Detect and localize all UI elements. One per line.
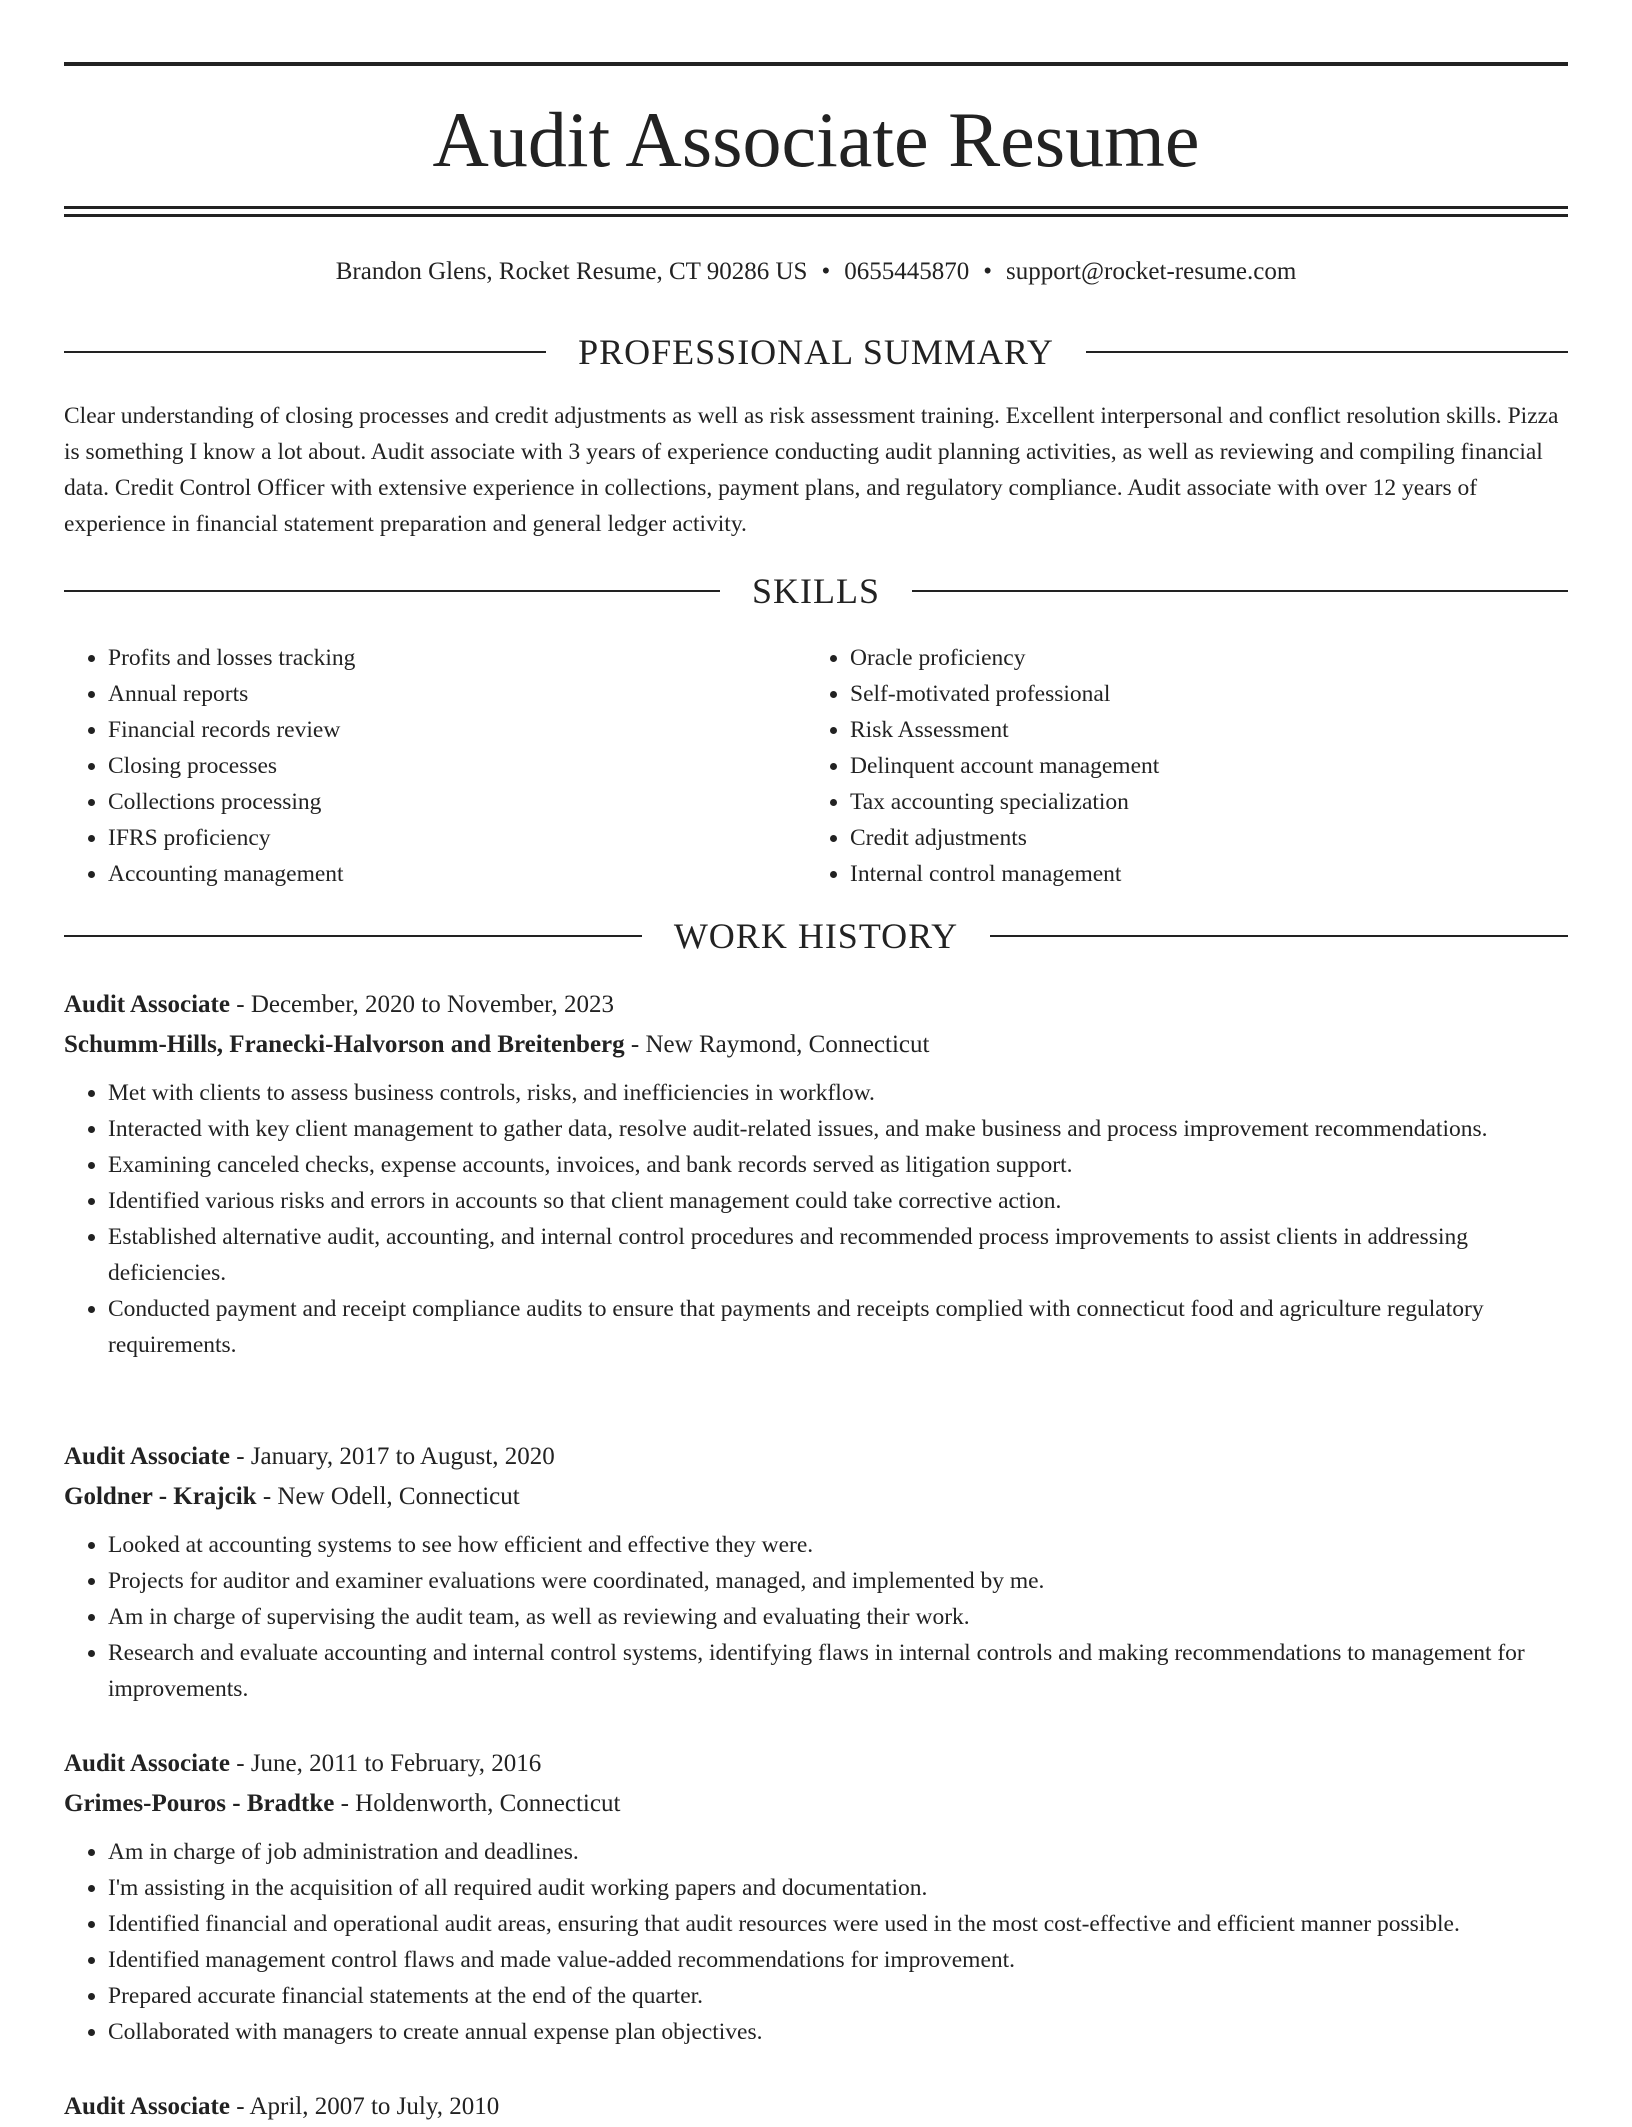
job-location: New Odell, Connecticut bbox=[277, 1483, 520, 1510]
skill-item: • Internal control management bbox=[850, 856, 1550, 892]
job-bullet: • Projects for auditor and examiner evaluations were coordinated, managed, and implemented by me. bbox=[108, 1563, 1568, 1599]
dash: - bbox=[229, 2093, 250, 2120]
contact-email: support@rocket-resume.com bbox=[1005, 258, 1297, 285]
contact-address: Brandon Glens, Rocket Resume, CT 90286 US bbox=[335, 258, 808, 285]
job-location: New Raymond, Connecticut bbox=[645, 1031, 930, 1058]
skill-item: • Closing processes bbox=[108, 748, 808, 784]
job-title-line bbox=[64, 1744, 1568, 1784]
section-header-skills bbox=[64, 567, 1568, 615]
job-bullet: • Identified various risks and errors in accounts so that client management could take corrective action. bbox=[108, 1183, 1568, 1219]
skill-item: • Self-motivated professional bbox=[850, 676, 1550, 712]
job-bullet: • Met with clients to assess business controls, risks, and inefficiencies in workflow. bbox=[108, 1075, 1568, 1111]
divider bbox=[912, 590, 1568, 592]
skill-item: • Annual reports bbox=[108, 676, 808, 712]
job-company-line bbox=[64, 1784, 1568, 1824]
summary-text: Clear understanding of closing processes and credit adjustments as well as risk assessment training. Excellent interpersonal and conflict resolution skills. Pizza is something I know a lot about. Audit associate with 3 years of experience conducting audit planning activities, as well as reviewing and compiling financial data. Credit Control Officer with extensive experience in collections, payment plans, and regulatory compliance. Audit associate with over 12 years of experience in financial statement preparation and general ledger activity. bbox=[64, 403, 1559, 537]
section-header-work bbox=[64, 912, 1568, 960]
contact-separator: • bbox=[983, 258, 992, 285]
job-company-line bbox=[64, 1477, 1568, 1517]
dash: - bbox=[229, 991, 251, 1018]
job-title: Audit Associate bbox=[64, 991, 230, 1018]
job-bullet: • Identified management control flaws and made value-added recommendations for improvement. bbox=[108, 1942, 1568, 1978]
job-bullet: • Am in charge of supervising the audit team, as well as reviewing and evaluating their work. bbox=[108, 1599, 1568, 1635]
job-title: Audit Associate bbox=[64, 1443, 230, 1470]
dash: - bbox=[229, 1443, 251, 1470]
contact-phone: 0655445870 bbox=[844, 258, 970, 285]
job-bullet: • Prepared accurate financial statements at the end of the quarter. bbox=[108, 1978, 1568, 2014]
skill-item: • Accounting management bbox=[108, 856, 808, 892]
job-bullet: • Am in charge of job administration and deadlines. bbox=[108, 1834, 1568, 1870]
job-bullet: • Looked at accounting systems to see how efficient and effective they were. bbox=[108, 1527, 1568, 1563]
job-entry bbox=[64, 1437, 1568, 1707]
skills-list-left bbox=[64, 640, 808, 892]
section-title: PROFESSIONAL SUMMARY bbox=[578, 332, 1054, 372]
job-title-line bbox=[64, 2087, 1568, 2127]
divider bbox=[990, 935, 1568, 937]
divider bbox=[64, 935, 642, 937]
job-bullet: • Identified financial and operational audit areas, ensuring that audit resources were used in the most cost-effective and efficient manner possible. bbox=[108, 1906, 1568, 1942]
dash: - bbox=[229, 1750, 251, 1777]
divider bbox=[64, 351, 546, 353]
job-dates: January, 2017 to August, 2020 bbox=[250, 1443, 555, 1470]
job-entry bbox=[64, 1744, 1568, 2050]
job-entry bbox=[64, 985, 1568, 1363]
divider bbox=[1086, 351, 1568, 353]
job-dates: June, 2011 to February, 2016 bbox=[250, 1750, 542, 1777]
job-bullet: • Interacted with key client management to gather data, resolve audit-related issues, and make business and process improvement recommendations. bbox=[108, 1111, 1568, 1147]
skill-item: • Risk Assessment bbox=[850, 712, 1550, 748]
job-entry bbox=[64, 2087, 1568, 2127]
skill-item: • Delinquent account management bbox=[850, 748, 1550, 784]
skill-item: • Financial records review bbox=[108, 712, 808, 748]
job-bullet: • Collaborated with managers to create annual expense plan objectives. bbox=[108, 2014, 1568, 2050]
job-title-line bbox=[64, 985, 1568, 1025]
page-title: Audit Associate Resume bbox=[432, 96, 1200, 183]
title-rule-lower bbox=[64, 214, 1568, 217]
job-company-line bbox=[64, 1025, 1568, 1065]
job-bullet: • Conducted payment and receipt compliance audits to ensure that payments and receipts complied with connecticut food and agriculture regulatory requirements. bbox=[108, 1291, 1568, 1363]
job-company: Grimes-Pouros - Bradtke bbox=[64, 1790, 335, 1817]
section-title: WORK HISTORY bbox=[673, 916, 959, 956]
job-company: Goldner - Krajcik bbox=[64, 1483, 257, 1510]
job-bullets bbox=[64, 1834, 1568, 2050]
job-dates: April, 2007 to July, 2010 bbox=[249, 2093, 500, 2120]
section-header-summary bbox=[64, 328, 1568, 376]
job-title: Audit Associate bbox=[64, 1750, 230, 1777]
skill-item: • Credit adjustments bbox=[850, 820, 1550, 856]
skill-item: • IFRS proficiency bbox=[108, 820, 808, 856]
job-bullet: • Examining canceled checks, expense accounts, invoices, and bank records served as litigation support. bbox=[108, 1147, 1568, 1183]
title-rule-upper bbox=[64, 206, 1568, 209]
skill-item: • Oracle proficiency bbox=[850, 640, 1550, 676]
job-title-line bbox=[64, 1437, 1568, 1477]
job-bullets bbox=[64, 1075, 1568, 1363]
contact-line bbox=[64, 254, 1568, 290]
dash: - bbox=[256, 1483, 278, 1510]
job-bullet: • Established alternative audit, accounting, and internal control procedures and recommended process improvements to assist clients in addressing deficiencies. bbox=[108, 1219, 1568, 1291]
job-dates: December, 2020 to November, 2023 bbox=[250, 991, 614, 1018]
dash: - bbox=[334, 1790, 356, 1817]
job-bullet: • I'm assisting in the acquisition of all required audit working papers and documentation. bbox=[108, 1870, 1568, 1906]
skill-item: • Profits and losses tracking bbox=[108, 640, 808, 676]
skill-item: • Tax accounting specialization bbox=[850, 784, 1550, 820]
dash: - bbox=[624, 1031, 646, 1058]
top-rule bbox=[64, 62, 1568, 66]
job-location: Holdenworth, Connecticut bbox=[355, 1790, 621, 1817]
skill-item: • Collections processing bbox=[108, 784, 808, 820]
job-bullet: • Research and evaluate accounting and internal control systems, identifying flaws in internal controls and making recommendations to management for improvements. bbox=[108, 1635, 1568, 1707]
job-company: Schumm-Hills, Franecki-Halvorson and Breitenberg bbox=[64, 1031, 625, 1058]
skills-list-right bbox=[806, 640, 1550, 892]
contact-separator: • bbox=[821, 258, 831, 285]
section-title: SKILLS bbox=[752, 571, 881, 611]
job-title: Audit Associate bbox=[64, 2093, 230, 2120]
job-bullets bbox=[64, 1527, 1568, 1707]
divider bbox=[64, 590, 720, 592]
